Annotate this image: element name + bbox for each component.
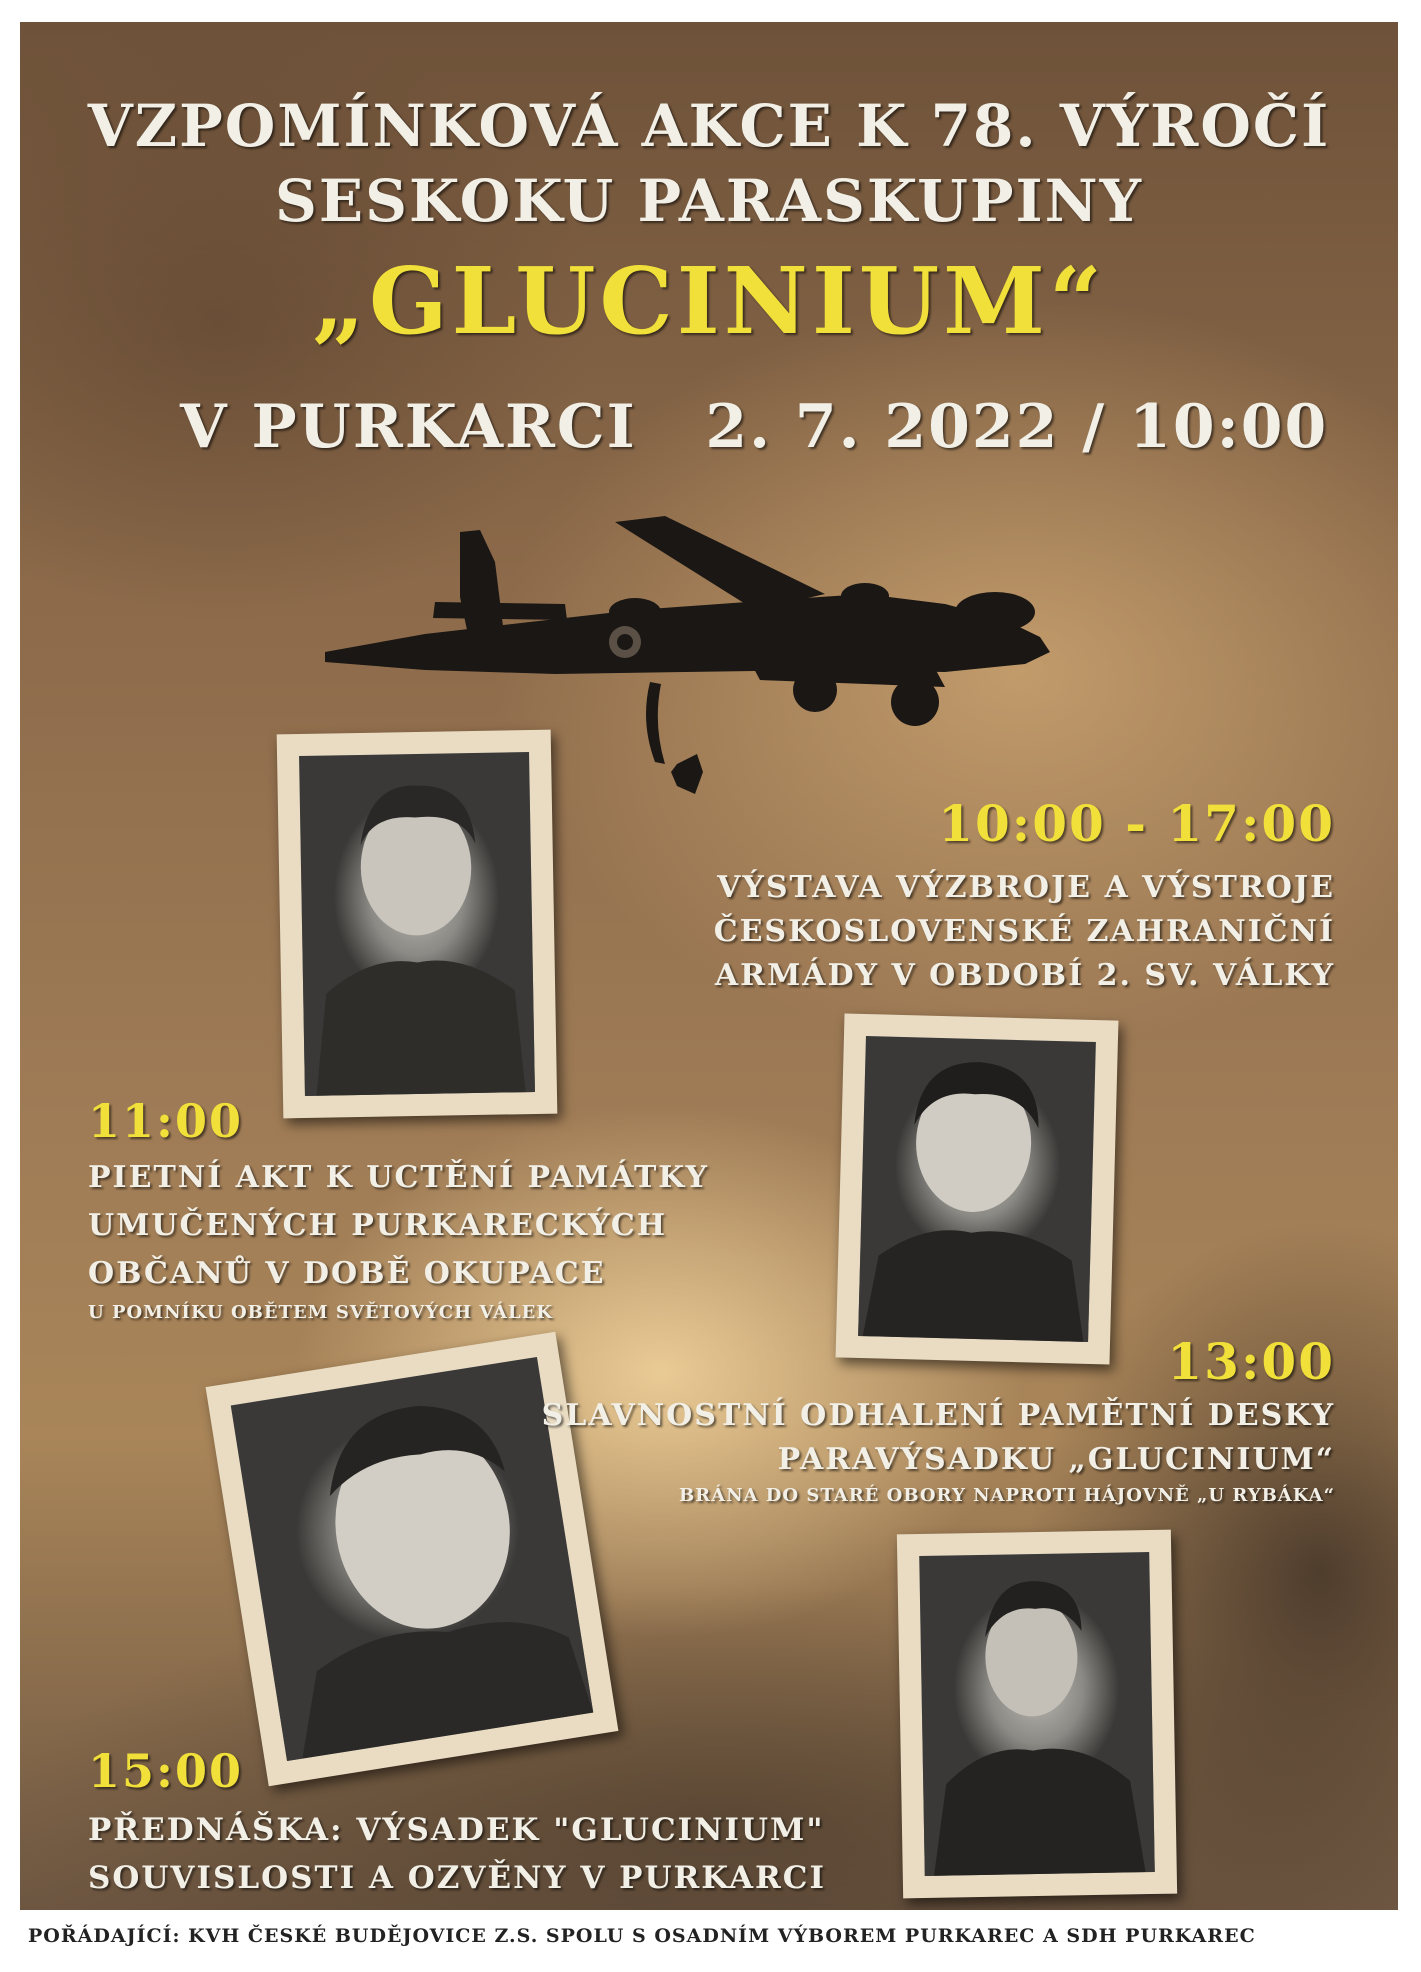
event-4-line-2: SOUVISLOSTI A OZVĚNY V PURKARCI: [88, 1860, 826, 1896]
event-1-line-3: ARMÁDY V OBDOBÍ 2. SV. VÁLKY: [714, 958, 1335, 993]
photo-paratrooper-1: [277, 730, 558, 1119]
event-3-note: BRÁNA DO STARÉ OBORY NAPROTI HÁJOVNĚ „U RYBÁKA“: [678, 1485, 1335, 1506]
header-date-line: V PURKARCI 2. 7. 2022 / 10:00: [180, 392, 1329, 462]
header-line-2: SESKOKU PARASKUPINY: [274, 167, 1144, 235]
event-1-time: 10:00 - 17:00: [938, 794, 1335, 853]
footer-organizers: POŘÁDAJÍCÍ: KVH ČESKÉ BUDĚJOVICE Z.S. SPOLU S OSADNÍM VÝBOREM PURKAREC A SDH PURKAREC: [28, 1925, 1256, 1947]
event-4-line-1: PŘEDNÁŠKA: VÝSADEK "GLUCINIUM": [88, 1812, 825, 1848]
event-1-line-1: VÝSTAVA VÝZBROJE A VÝSTROJE: [717, 870, 1335, 905]
event-2-time: 11:00: [88, 1094, 244, 1148]
event-3-time: 13:00: [1167, 1332, 1335, 1391]
header-line-1: VZPOMÍNKOVÁ AKCE K 78. VÝROČÍ: [87, 92, 1331, 160]
photo-paratrooper-2: [836, 1013, 1119, 1364]
event-1-line-2: ČESKOSLOVENSKÉ ZAHRANIČNÍ: [713, 914, 1335, 949]
event-4-time: 15:00: [88, 1744, 244, 1798]
event-2-line-3: OBČANŮ V DOBĚ OKUPACE: [88, 1256, 606, 1291]
poster: [20, 22, 1398, 1910]
event-title: „GLUCINIUM“: [312, 247, 1106, 355]
event-2-note: U POMNÍKU OBĚTEM SVĚTOVÝCH VÁLEK: [88, 1302, 553, 1323]
photo-paratrooper-4: [897, 1530, 1177, 1899]
event-3-line-2: PARAVÝSADKU „GLUCINIUM“: [777, 1442, 1335, 1477]
event-2-line-1: PIETNÍ AKT K UCTĚNÍ PAMÁTKY: [88, 1160, 709, 1195]
event-3-line-1: SLAVNOSTNÍ ODHALENÍ PAMĚTNÍ DESKY: [541, 1398, 1335, 1433]
event-2-line-2: UMUČENÝCH PURKARECKÝCH: [88, 1208, 668, 1243]
